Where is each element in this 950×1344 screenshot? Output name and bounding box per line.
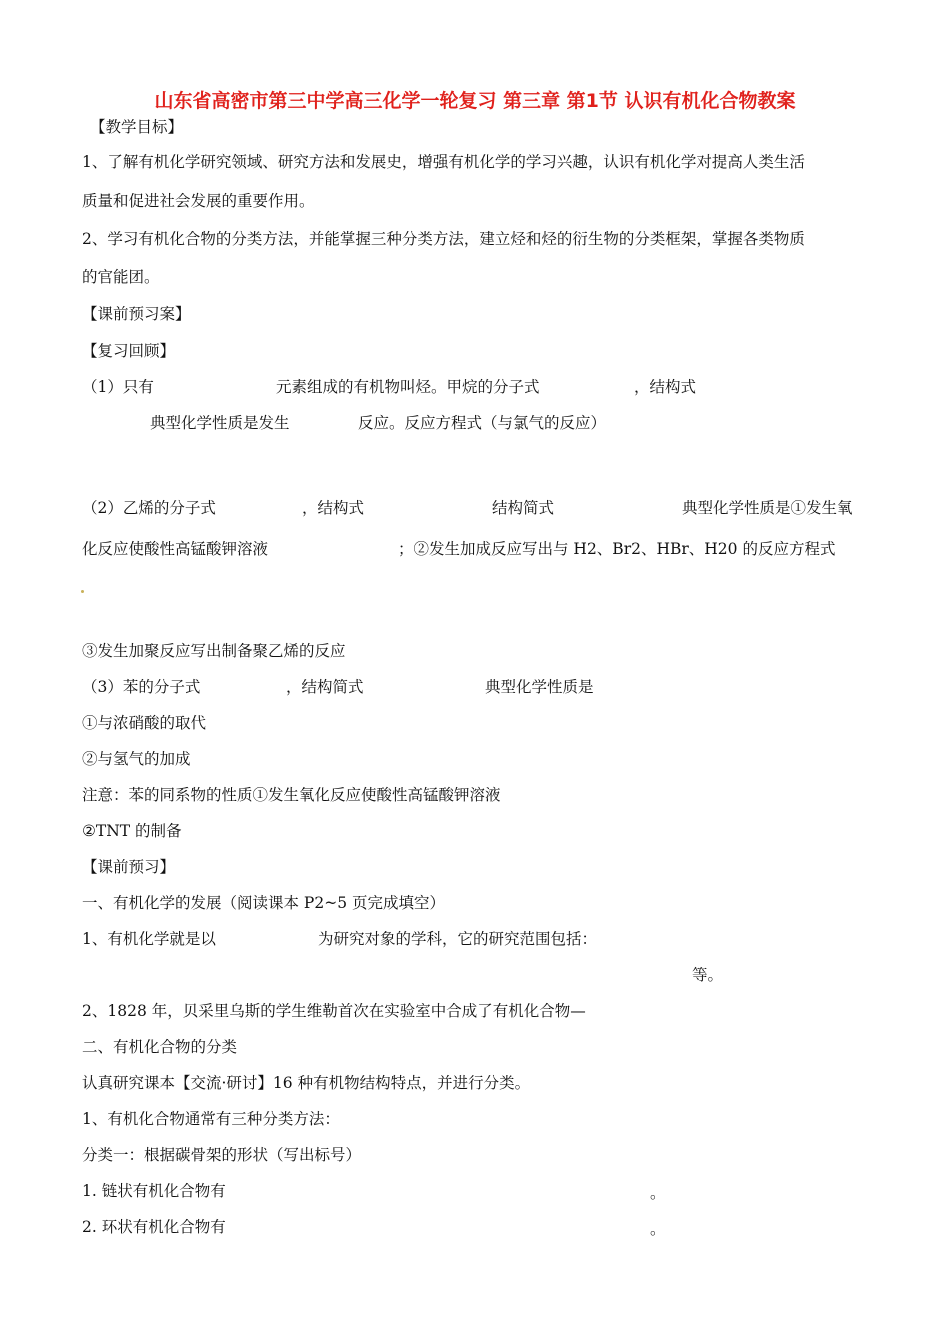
ring-period: 。 [650, 1220, 666, 1238]
q1-reaction: 反应。反应方程式（与氯气的反应） [358, 414, 607, 432]
preview-heading: 【课前预习】 [82, 858, 176, 876]
goal1-line1: 1、了解有机化学研究领域、研究方法和发展史，增强有机化学的学习兴趣，认识有机化学对提高人类生活 [82, 153, 805, 171]
ring-compounds-item: 2. 环状有机化合物有 [82, 1218, 226, 1236]
q2-addition: ；②发生加成反应写出与 H2、Br2、HBr、H20 的反应方程式 [398, 540, 836, 558]
sec1-q1-etc: 等。 [692, 966, 724, 984]
sec2-q1: 1、有机化合物通常有三种分类方法： [82, 1110, 340, 1128]
section1-heading: 一、有机化学的发展（阅读课本 P2~5 页完成填空） [82, 894, 445, 912]
q2-simple-structure: 结构简式 [492, 499, 555, 517]
q3-hydrogenation: ②与氢气的加成 [82, 750, 191, 768]
q1-property: 典型化学性质是发生 [150, 414, 290, 432]
q3-formula: （3）苯的分子式 [82, 678, 201, 696]
chain-compounds-item: 1. 链状有机化合物有 [82, 1182, 226, 1200]
sec1-q2: 2、1828 年，贝采里乌斯的学生维勒首次在实验室中合成了有机化合物— [82, 1002, 586, 1020]
sec2-intro: 认真研究课本【交流·研讨】16 种有机物结构特点，并进行分类。 [82, 1074, 531, 1092]
q3-nitration: ①与浓硝酸的取代 [82, 714, 207, 732]
preview-plan-heading: 【课前预习案】 [82, 305, 191, 323]
chain-period: 。 [650, 1184, 666, 1202]
review-heading: 【复习回顾】 [82, 342, 176, 360]
goal1-line2: 质量和促进社会发展的重要作用。 [82, 192, 315, 210]
q2-oxidation: 化反应使酸性高锰酸钾溶液 [82, 540, 269, 558]
q2-polymerization: ③发生加聚反应写出制备聚乙烯的反应 [82, 642, 346, 660]
q1-methane: 元素组成的有机物叫烃。甲烷的分子式 [276, 378, 540, 396]
tnt-preparation: ②TNT 的制备 [82, 822, 182, 840]
goal2-line2: 的官能团。 [82, 268, 160, 286]
sec1-q1-scope: 为研究对象的学科，它的研究范围包括： [318, 930, 598, 948]
benzene-homolog-note: 注意：苯的同系物的性质①发生氧化反应使酸性高锰酸钾溶液 [82, 786, 501, 804]
q1-prefix: （1）只有 [82, 378, 154, 396]
teaching-goal-heading: 【教学目标】 [90, 118, 184, 136]
q3-property: 典型化学性质是 [485, 678, 594, 696]
q2-structure: ，结构式 [302, 499, 365, 517]
classification-one: 分类一：根据碳骨架的形状（写出标号） [82, 1146, 362, 1164]
page-title: 山东省高密市第三中学高三化学一轮复习 第三章 第1节 认识有机化合物教案 [154, 90, 796, 112]
q2-property: 典型化学性质是①发生氧 [682, 499, 853, 517]
q3-structure: ，结构简式 [286, 678, 364, 696]
sec1-q1-prefix: 1、有机化学就是以 [82, 930, 216, 948]
goal2-line1: 2、学习有机化合物的分类方法，并能掌握三种分类方法，建立烃和烃的衍生物的分类框架，掌握各类物质 [82, 230, 805, 248]
section2-heading: 二、有机化合物的分类 [82, 1038, 238, 1056]
speck-dot [81, 590, 84, 593]
q1-structure: ，结构式 [634, 378, 697, 396]
q2-formula: （2）乙烯的分子式 [82, 499, 216, 517]
